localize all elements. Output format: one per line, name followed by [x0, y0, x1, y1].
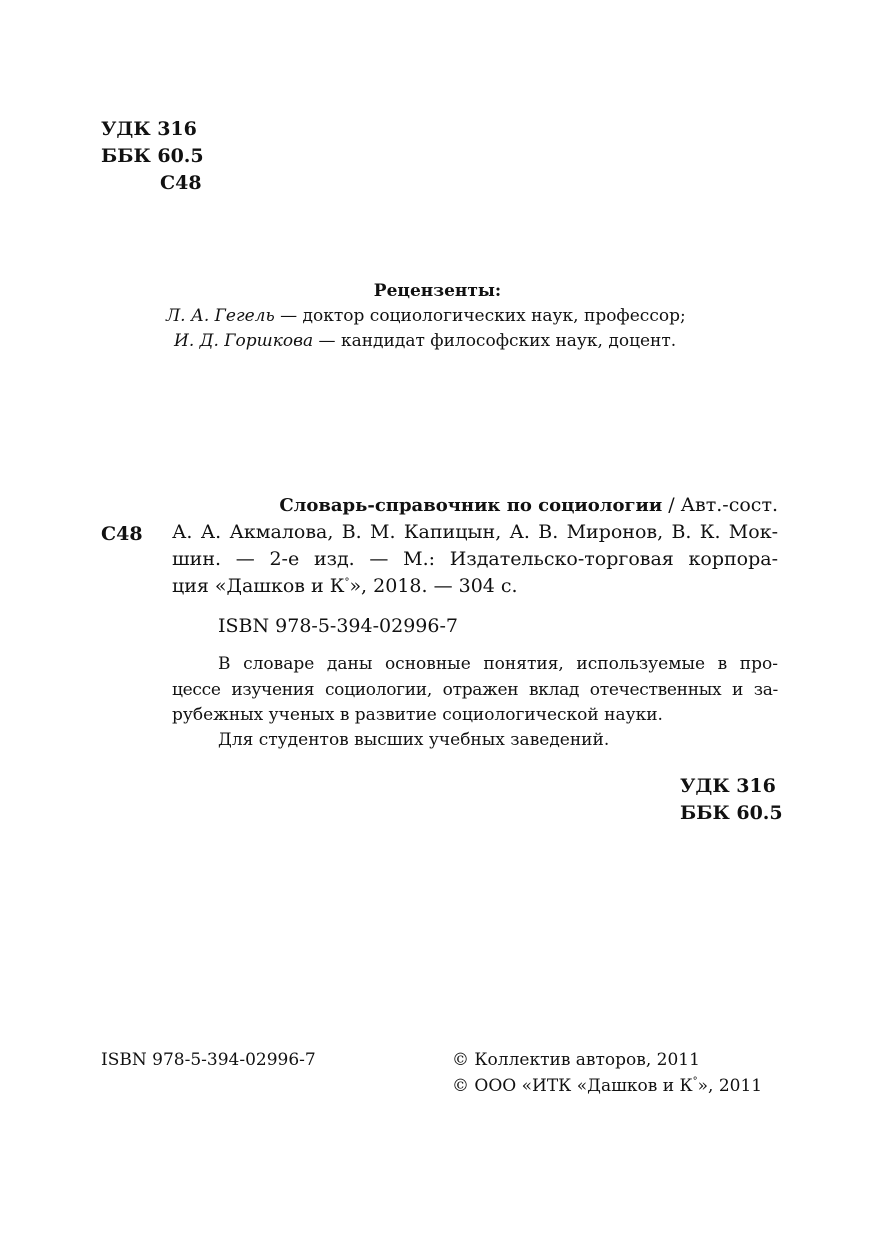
author-mark-bib: С48	[101, 523, 143, 545]
reviewer-2-name: И. Д. Горшкова	[174, 331, 314, 351]
udk-code-top: УДК 316	[101, 118, 197, 140]
bbk-code-top: ББК 60.5	[101, 145, 204, 167]
annotation-line-4: Для студентов высших учебных заведений.	[218, 730, 610, 750]
reviewer-1-desc: — доктор социологических наук, профессор;	[274, 306, 686, 326]
reviewer-2	[174, 331, 676, 351]
book-title: Словарь-справочник по социологии	[279, 495, 663, 516]
bib-line-1	[218, 494, 778, 516]
bib-line-1-rest: / Авт.-сост.	[662, 494, 778, 516]
reviewer-2-desc: — кандидат философских наук, доцент.	[313, 331, 677, 351]
author-mark-top: С48	[160, 172, 202, 194]
bib-line-4	[172, 575, 518, 597]
reviewer-1	[166, 306, 686, 326]
reviewer-1-name: Л. А. Гегель	[166, 306, 275, 326]
annotation-line-1: В словаре даны основные понятия, используемые в про-	[218, 654, 778, 674]
bib-line-3: шин. — 2-е изд. — М.: Издательско-торговая корпора-	[172, 548, 778, 570]
bib-line-2: А. А. Акмалова, В. М. Капицын, А. В. Миронов, В. К. Мок-	[172, 521, 778, 543]
copyright-publisher	[452, 1076, 762, 1096]
reviewers-title: Рецензенты:	[373, 281, 502, 301]
annotation-line-3: рубежных ученых в развитие социологической науки.	[172, 705, 663, 725]
copyright-authors: © Коллектив авторов, 2011	[452, 1050, 700, 1070]
bib-line-4-sup: °	[344, 577, 350, 588]
bbk-code-bottom: ББК 60.5	[680, 802, 783, 824]
annotation-line-2: цессе изучения социологии, отражен вклад отечественных и за-	[172, 680, 778, 700]
copyright-publisher-after: », 2011	[697, 1076, 763, 1096]
bib-line-4-before: ция «Дашков и К	[172, 575, 345, 597]
copyright-publisher-before: © ООО «ИТК «Дашков и К	[452, 1076, 693, 1096]
udk-code-bottom: УДК 316	[680, 775, 776, 797]
isbn-bib: ISBN 978-5-394-02996-7	[218, 615, 458, 637]
copyright-publisher-sup: °	[692, 1076, 698, 1087]
isbn-footer: ISBN 978-5-394-02996-7	[101, 1050, 316, 1070]
bib-line-4-after: », 2018. — 304 с.	[349, 575, 518, 597]
